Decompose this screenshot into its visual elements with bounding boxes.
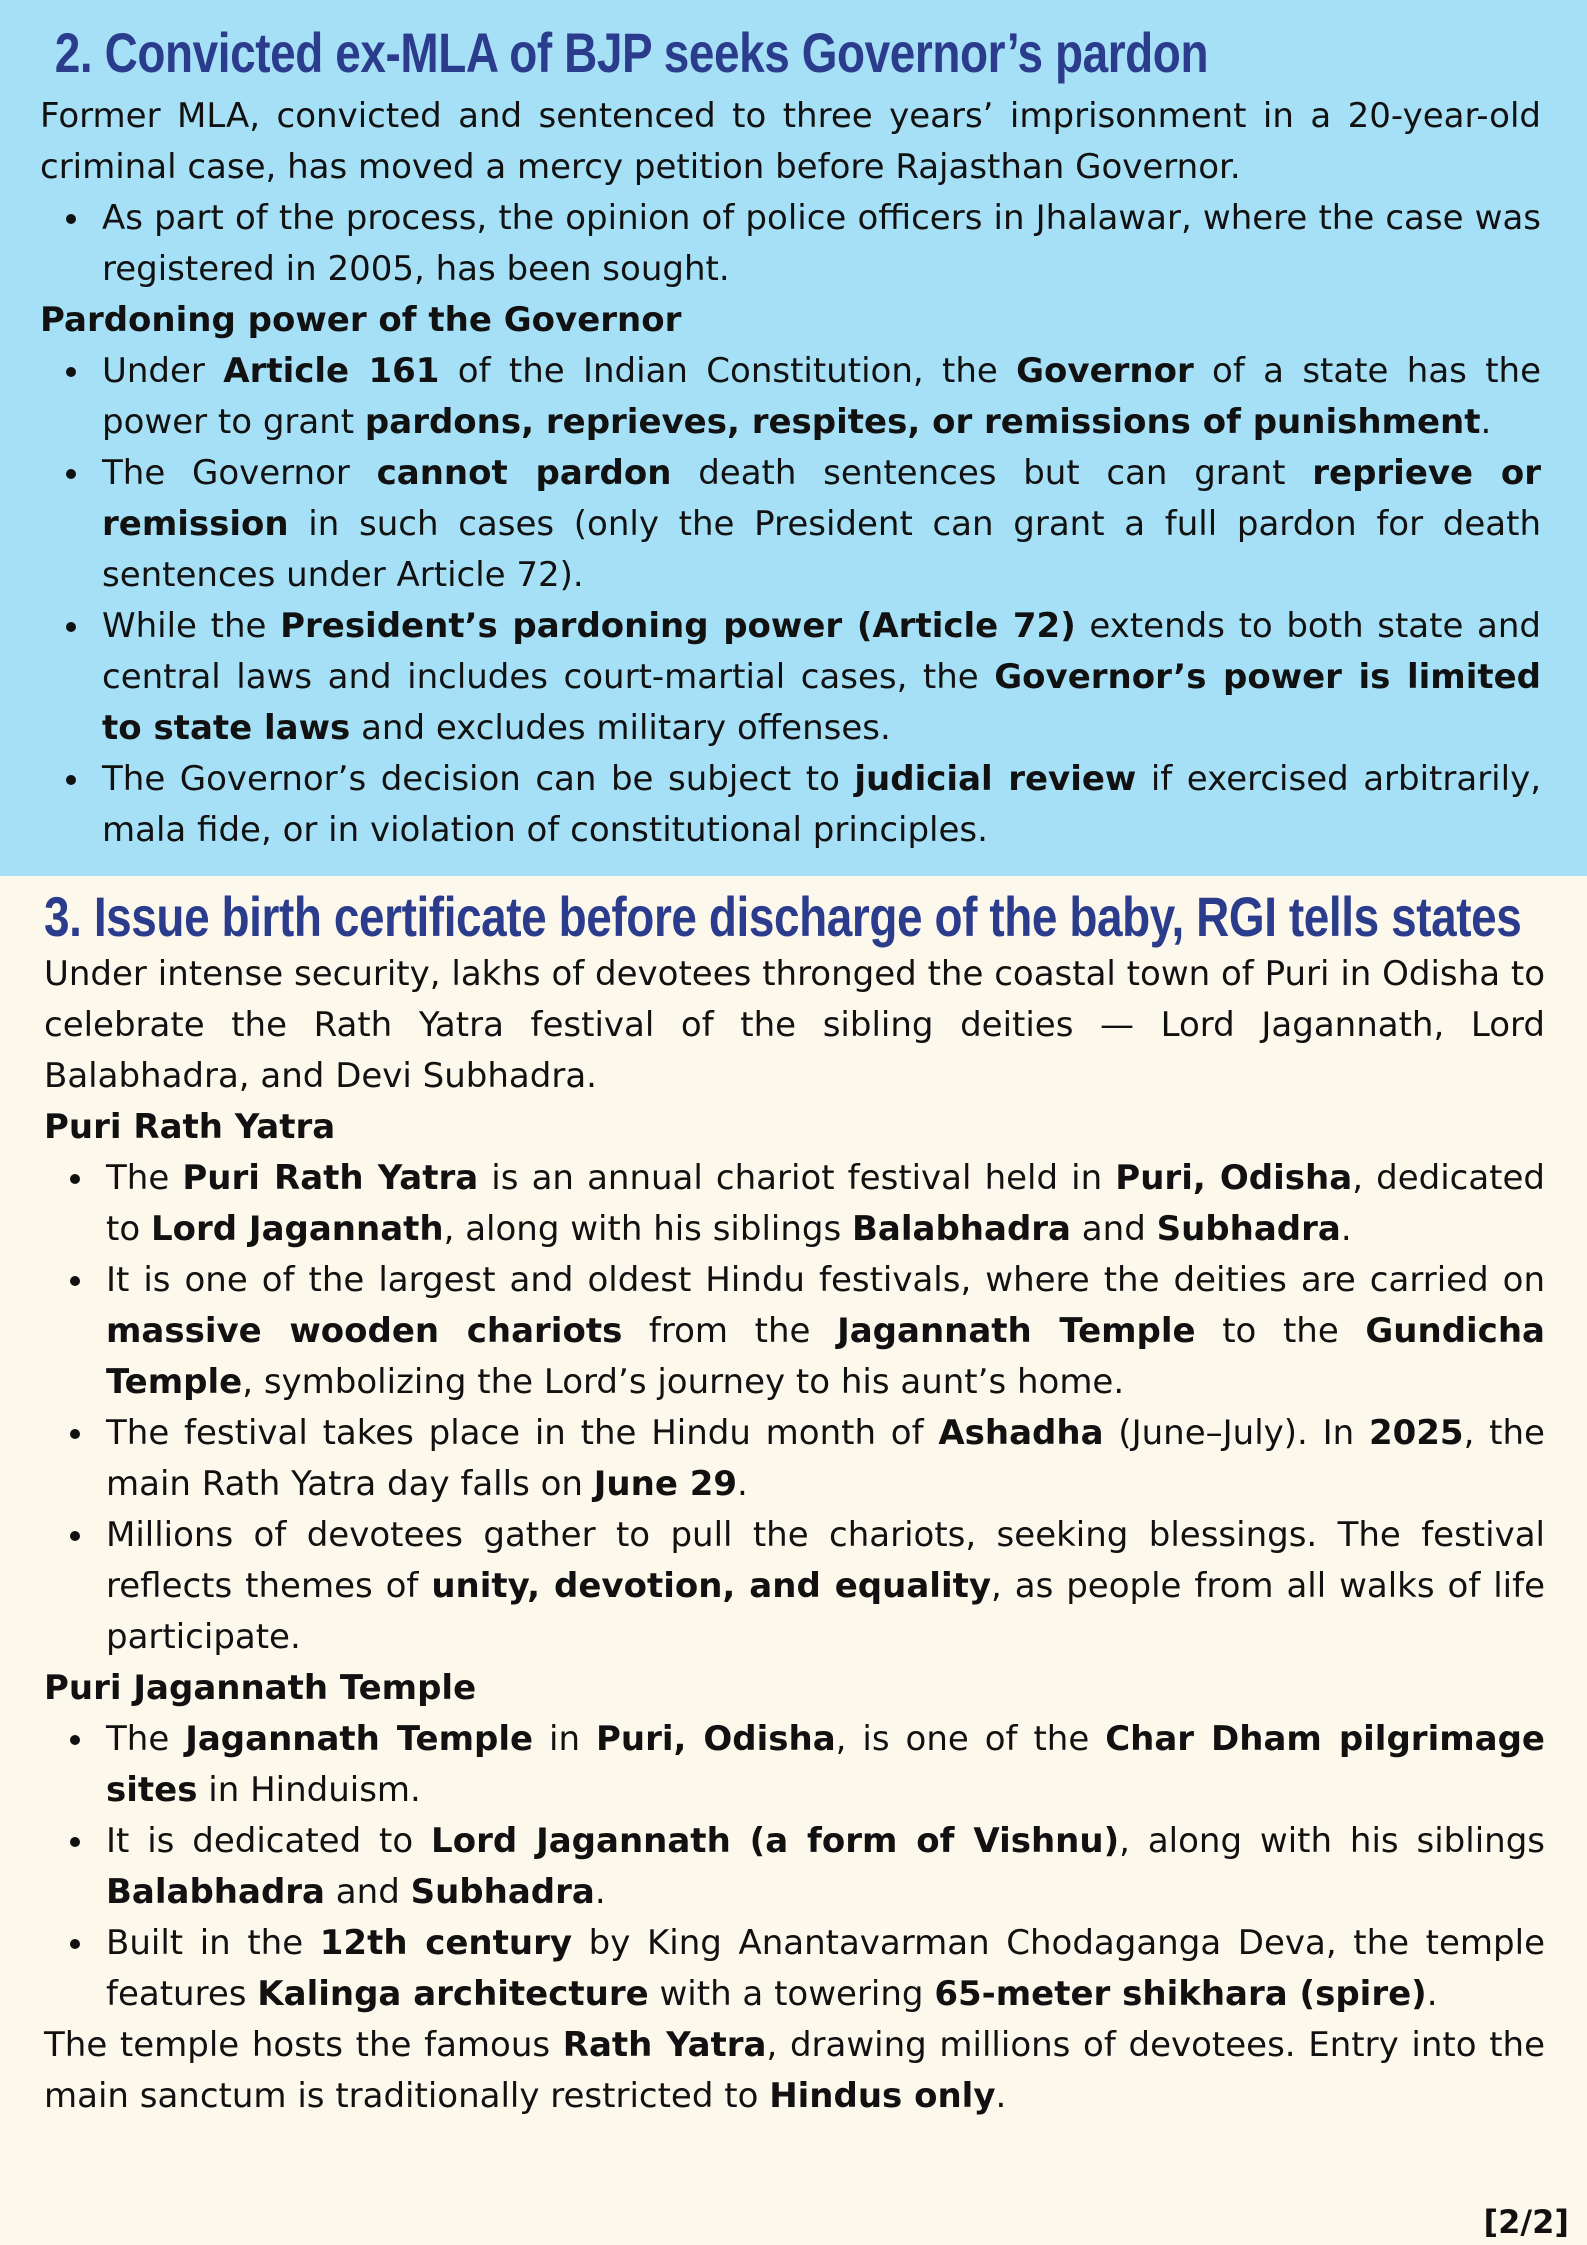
list-item: The festival takes place in the Hindu month of Ashadha (June–July). In 2025, the main Rath Yatra day falls on June 29. <box>106 1408 1545 1510</box>
section-2-intro: Former MLA, convicted and sentenced to three years’ imprisonment in a 20-year-old criminal case, has moved a mercy petition before Rajasthan Governor. <box>40 95 1541 187</box>
section-3-closing: The temple hosts the famous Rath Yatra, drawing millions of devotees. Entry into the main sanctum is traditionally restricted to Hindus only. <box>44 2024 1545 2116</box>
section-2-intro-list <box>40 193 1541 295</box>
section-3-intro: Under intense security, lakhs of devotees thronged the coastal town of Puri in Odisha to celebrate the Rath Yatra festival of the sibling deities — Lord Jagannath, Lord Balabhadra, and Devi Subhadra. <box>44 953 1545 1096</box>
list-item: Under Article 161 of the Indian Constitution, the Governor of a state has the power to grant pardons, reprieves, respites, or remissions of punishment. <box>102 346 1541 448</box>
section-2 <box>0 0 1587 876</box>
subheading-pardoning-power: Pardoning power of the Governor <box>40 299 682 340</box>
list-item: It is dedicated to Lord Jagannath (a form of Vishnu), along with his siblings Balabhadra and Subhadra. <box>106 1816 1545 1918</box>
subheading-jagannath-temple: Puri Jagannath Temple <box>44 1667 477 1708</box>
list-item: The Jagannath Temple in Puri, Odisha, is one of the Char Dham pilgrimage sites in Hinduism. <box>106 1714 1545 1816</box>
list-item: The Governor cannot pardon death sentences but can grant reprieve or remission in such cases (only the President can grant a full pardon for death sentences under Article 72). <box>102 448 1541 601</box>
section-3 <box>0 876 1587 2245</box>
section-2-title: 2. Convicted ex-MLA of BJP seeks Governor’s pardon <box>54 21 1209 84</box>
list-item: The Puri Rath Yatra is an annual chariot festival held in Puri, Odisha, dedicated to Lord Jagannath, along with his siblings Balabhadra and Subhadra. <box>106 1153 1545 1255</box>
pardoning-power-list <box>40 346 1541 856</box>
list-item: As part of the process, the opinion of police officers in Jhalawar, where the case was registered in 2005, has been sought. <box>102 193 1541 295</box>
section-3-title: 3. Issue birth certificate before discharge of the baby, RGI tells states <box>44 885 1522 948</box>
page-indicator: [2/2] <box>1483 2203 1569 2241</box>
subheading-rath-yatra: Puri Rath Yatra <box>44 1106 336 1147</box>
list-item: Millions of devotees gather to pull the chariots, seeking blessings. The festival reflects themes of unity, devotion, and equality, as people from all walks of life participate. <box>106 1510 1545 1663</box>
temple-list <box>44 1714 1545 2020</box>
list-item: Built in the 12th century by King Anantavarman Chodaganga Deva, the temple features Kalinga architecture with a towering 65-meter shikhara (spire). <box>106 1918 1545 2020</box>
list-item: While the President’s pardoning power (Article 72) extends to both state and central laws and includes court-martial cases, the Governor’s power is limited to state laws and excludes military offenses. <box>102 601 1541 754</box>
list-item: It is one of the largest and oldest Hindu festivals, where the deities are carried on massive wooden chariots from the Jagannath Temple to the Gundicha Temple, symbolizing the Lord’s journey to his aunt’s home. <box>106 1255 1545 1408</box>
rath-yatra-list <box>44 1153 1545 1663</box>
list-item: The Governor’s decision can be subject to judicial review if exercised arbitrarily, mala fide, or in violation of constitutional principles. <box>102 754 1541 856</box>
